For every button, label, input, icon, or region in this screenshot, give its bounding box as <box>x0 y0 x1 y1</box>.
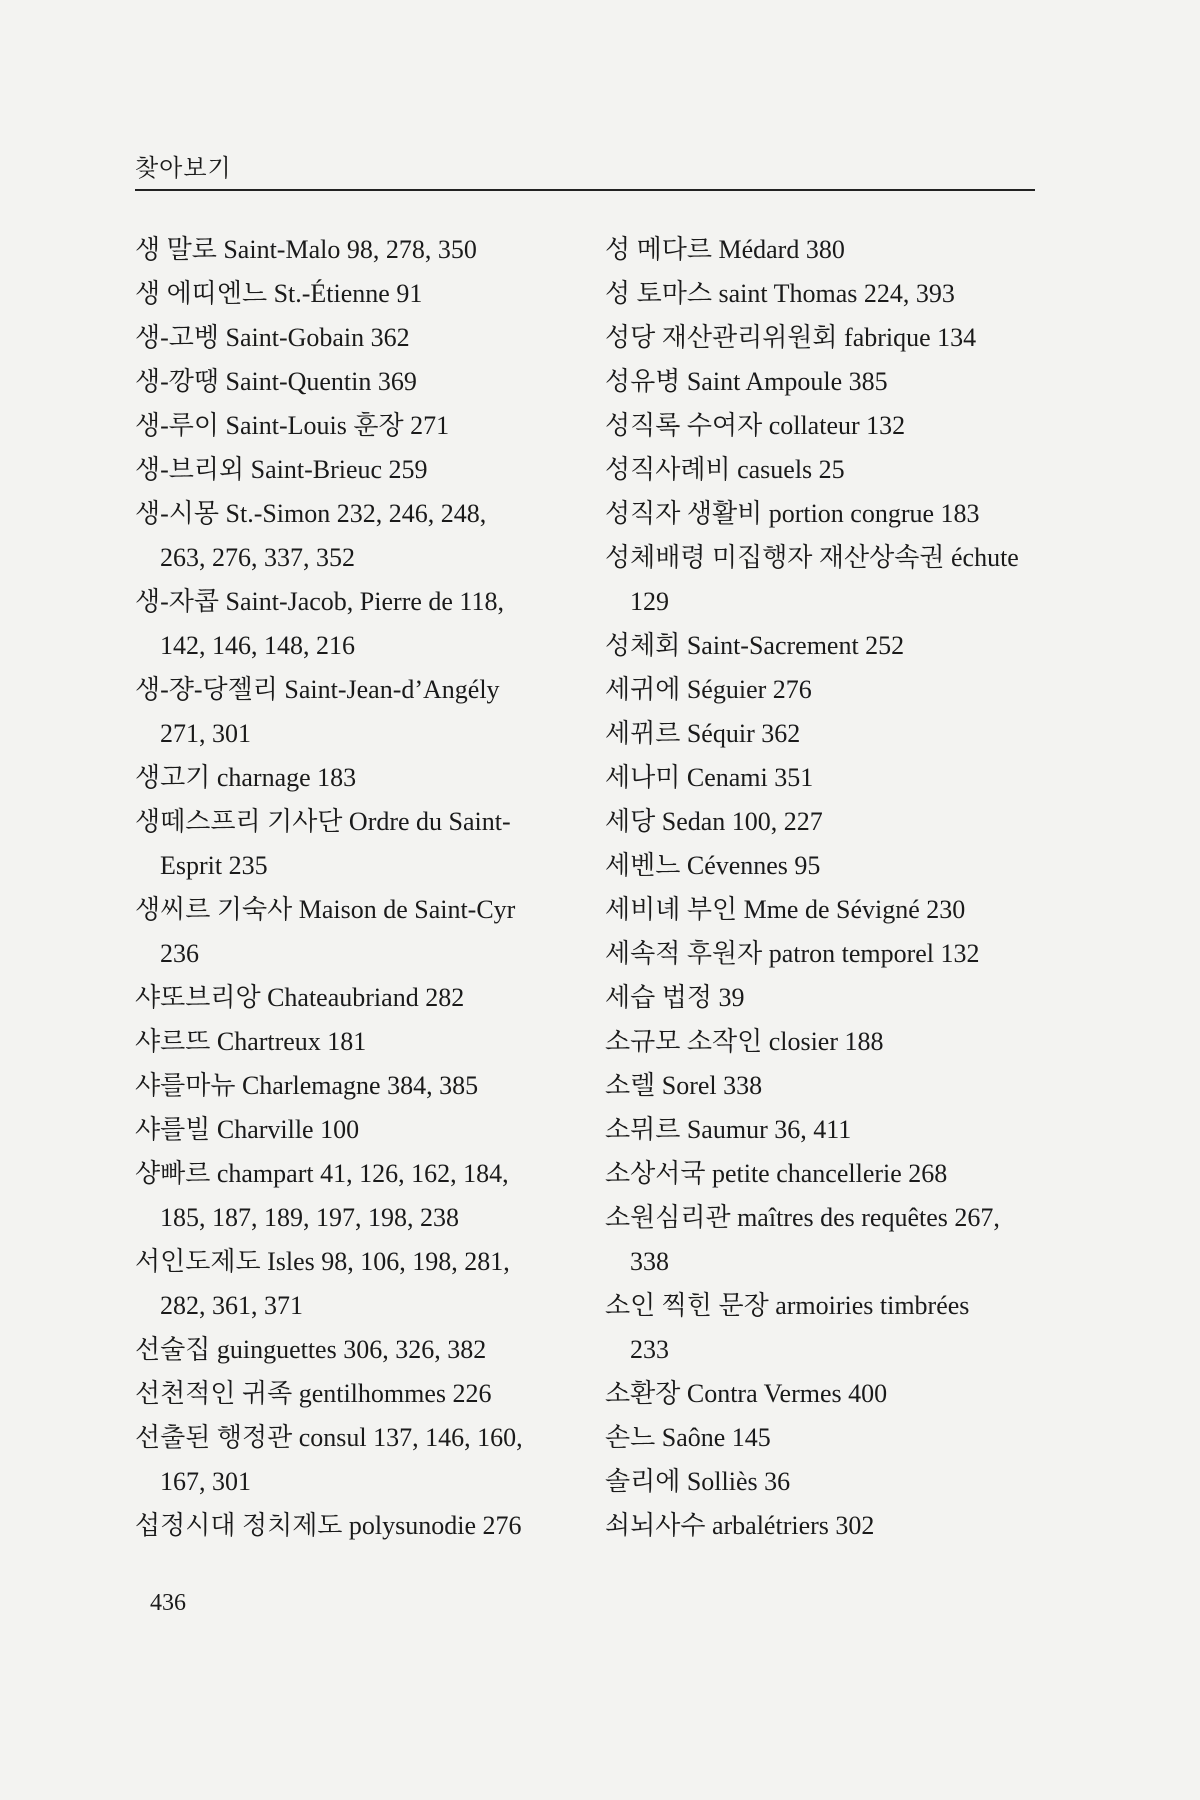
index-entry <box>605 624 1045 668</box>
index-entry <box>605 228 1045 272</box>
index-entry-text: 선술집 guinguettes 306, 326, 382 <box>135 1335 487 1364</box>
index-entry <box>135 1372 575 1416</box>
index-entry <box>135 492 575 580</box>
index-entry <box>605 976 1045 1020</box>
index-entry-text: 샤또브리앙 Chateaubriand 282 <box>135 983 465 1012</box>
header-title: 찾아보기 <box>135 154 232 182</box>
index-entry <box>135 756 575 800</box>
index-entry <box>605 712 1045 756</box>
index-entry <box>605 448 1045 492</box>
index-entry <box>605 888 1045 932</box>
index-entry-text: 생 에띠엔느 St.-Étienne 91 <box>135 279 423 308</box>
index-entry-continuation: 236 <box>160 939 199 968</box>
index-entry-continuation: 185, 187, 189, 197, 198, 238 <box>160 1203 459 1232</box>
index-entry-text: 성 메다르 Médard 380 <box>605 235 845 264</box>
index-entry <box>135 668 575 756</box>
index-entry-text: 성유병 Saint Ampoule 385 <box>605 367 888 396</box>
index-entry-continuation: 142, 146, 148, 216 <box>160 631 355 660</box>
index-entry <box>605 1460 1045 1504</box>
index-entry <box>605 1196 1045 1284</box>
index-entry <box>605 1152 1045 1196</box>
index-entry-text: 세비녜 부인 Mme de Sévigné 230 <box>605 895 966 924</box>
index-entry-text: 소인 찍힌 문장 armoiries timbrées <box>605 1291 970 1320</box>
index-entry <box>605 1064 1045 1108</box>
index-entry-text: 생-자콥 Saint-Jacob, Pierre de 118, <box>135 587 504 616</box>
index-entry-text: 소렐 Sorel 338 <box>605 1071 763 1100</box>
index-entry-text: 소규모 소작인 closier 188 <box>605 1027 884 1056</box>
index-entry <box>135 1108 575 1152</box>
index-entry <box>135 888 575 976</box>
index-entry-text: 세속적 후원자 patron temporel 132 <box>605 939 980 968</box>
index-entry <box>605 1504 1045 1548</box>
index-entry-text: 생-고벵 Saint-Gobain 362 <box>135 323 410 352</box>
index-entry-continuation: 271, 301 <box>160 719 251 748</box>
index-entry-text: 소환장 Contra Vermes 400 <box>605 1379 888 1408</box>
index-entry-text: 선천적인 귀족 gentilhommes 226 <box>135 1379 492 1408</box>
index-entry <box>135 404 575 448</box>
index-entry <box>135 228 575 272</box>
index-entry-text: 세나미 Cenami 351 <box>605 763 814 792</box>
index-entry-text: 생-시몽 St.-Simon 232, 246, 248, <box>135 499 487 528</box>
index-entry <box>605 492 1045 536</box>
index-entry <box>135 316 575 360</box>
index-entry <box>605 800 1045 844</box>
index-entry-text: 샹빠르 champart 41, 126, 162, 184, <box>135 1159 509 1188</box>
index-entry-text: 샤를빌 Charville 100 <box>135 1115 360 1144</box>
index-entry <box>605 1108 1045 1152</box>
index-entry-text: 선출된 행정관 consul 137, 146, 160, <box>135 1423 523 1452</box>
index-entry-text: 생-브리외 Saint-Brieuc 259 <box>135 455 428 484</box>
page-number: 436 <box>150 1590 186 1616</box>
index-entry <box>135 580 575 668</box>
index-entry <box>605 1372 1045 1416</box>
index-entry-continuation: 129 <box>630 587 669 616</box>
index-entry-continuation: 167, 301 <box>160 1467 251 1496</box>
index-entry <box>605 1020 1045 1064</box>
index-entry-text: 생-깡땡 Saint-Quentin 369 <box>135 367 417 396</box>
index-entry-text: 성직사례비 casuels 25 <box>605 455 845 484</box>
index-entry-text: 샤르뜨 Chartreux 181 <box>135 1027 367 1056</box>
index-entry-text: 세뀌르 Séquir 362 <box>605 719 801 748</box>
index-entry-text: 생-쟝-당젤리 Saint-Jean-d’Angély <box>135 675 500 704</box>
index-entry-continuation: 282, 361, 371 <box>160 1291 303 1320</box>
index-entry <box>135 360 575 404</box>
index-entry <box>135 1504 575 1548</box>
index-entry-text: 생떼스프리 기사단 Ordre du Saint- <box>135 807 511 836</box>
index-entry-text: 솔리에 Solliès 36 <box>605 1467 791 1496</box>
index-entry-text: 세당 Sedan 100, 227 <box>605 807 823 836</box>
index-entry <box>135 976 575 1020</box>
index-entry-text: 세벤느 Cévennes 95 <box>605 851 821 880</box>
index-entry-text: 쇠뇌사수 arbalétriers 302 <box>605 1511 875 1540</box>
index-entry-text: 성직자 생활비 portion congrue 183 <box>605 499 980 528</box>
index-entry <box>135 800 575 888</box>
index-entry-text: 소뮈르 Saumur 36, 411 <box>605 1115 852 1144</box>
index-entry-text: 성체배령 미집행자 재산상속권 échute <box>605 543 1019 572</box>
index-entry <box>605 668 1045 712</box>
index-entry <box>135 1240 575 1328</box>
index-entry-text: 세귀에 Séguier 276 <box>605 675 812 704</box>
index-entry-text: 세습 법정 39 <box>605 983 745 1012</box>
index-entry <box>605 1416 1045 1460</box>
index-entry <box>135 1064 575 1108</box>
index-entry <box>605 316 1045 360</box>
index-entry-continuation: 233 <box>630 1335 669 1364</box>
index-entry-continuation: 338 <box>630 1247 669 1276</box>
index-entry-text: 소원심리관 maîtres des requêtes 267, <box>605 1203 1000 1232</box>
index-entry <box>605 1284 1045 1372</box>
index-entry <box>135 272 575 316</box>
index-entry <box>135 1328 575 1372</box>
index-entry <box>135 448 575 492</box>
index-entry-text: 생고기 charnage 183 <box>135 763 357 792</box>
index-entry-text: 서인도제도 Isles 98, 106, 198, 281, <box>135 1247 510 1276</box>
index-entry <box>135 1416 575 1504</box>
index-entry-text: 섭정시대 정치제도 polysunodie 276 <box>135 1511 522 1540</box>
index-entry <box>135 1152 575 1240</box>
index-column-left <box>135 228 575 1548</box>
index-entry <box>605 932 1045 976</box>
index-entry-text: 성당 재산관리위원회 fabrique 134 <box>605 323 977 352</box>
index-entry-continuation: 263, 276, 337, 352 <box>160 543 355 572</box>
index-entry <box>605 404 1045 448</box>
index-entry-text: 생-루이 Saint-Louis 훈장 271 <box>135 411 450 440</box>
page-header <box>135 148 1035 191</box>
index-column-right <box>605 228 1045 1548</box>
index-entry-text: 생씨르 기숙사 Maison de Saint-Cyr <box>135 895 516 924</box>
index-entry <box>605 360 1045 404</box>
index-entry <box>605 272 1045 316</box>
index-entry-text: 성직록 수여자 collateur 132 <box>605 411 906 440</box>
index-entry <box>135 1020 575 1064</box>
index-entry-text: 소상서국 petite chancellerie 268 <box>605 1159 948 1188</box>
index-entry-text: 성체회 Saint-Sacrement 252 <box>605 631 905 660</box>
index-entry <box>605 844 1045 888</box>
index-entry-text: 생 말로 Saint-Malo 98, 278, 350 <box>135 235 477 264</box>
index-entry <box>605 756 1045 800</box>
index-entry <box>605 536 1045 624</box>
index-entry-text: 손느 Saône 145 <box>605 1423 771 1452</box>
index-entry-text: 성 토마스 saint Thomas 224, 393 <box>605 279 955 308</box>
index-entry-text: 샤를마뉴 Charlemagne 384, 385 <box>135 1071 479 1100</box>
index-entry-continuation: Esprit 235 <box>160 851 268 880</box>
